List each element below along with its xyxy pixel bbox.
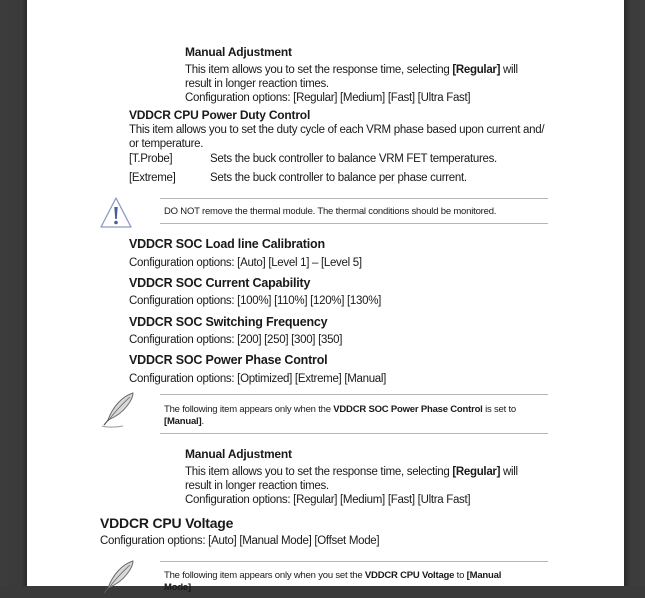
regular-option: [Regular] — [452, 64, 501, 76]
option-key-tprobe: [T.Probe] — [129, 153, 173, 165]
manual-adjustment-2-options: Configuration options: [Regular] [Medium] [Fast] [Ultra Fast] — [185, 494, 471, 506]
text: is set to — [482, 404, 517, 415]
duty-control-desc-line1: This item allows you to set the duty cycle of each VRM phase based upon current and/ — [129, 124, 545, 136]
text: The following item appears only when the — [164, 404, 334, 415]
note1-line1 — [164, 404, 516, 415]
text: will — [500, 64, 518, 76]
cpu-voltage-options: Configuration options: [Auto] [Manual Mode] [Offset Mode] — [100, 535, 380, 547]
feather-pen-icon — [99, 558, 139, 598]
note1-bottom-rule — [160, 433, 548, 434]
soc-power-phase-heading: VDDCR SOC Power Phase Control — [129, 353, 328, 367]
soc-llc-heading: VDDCR SOC Load line Calibration — [129, 237, 325, 251]
text: . — [201, 416, 204, 427]
soc-power-phase-options: Configuration options: [Optimized] [Extreme] [Manual] — [129, 373, 387, 385]
text: The following item appears only when you set the — [164, 570, 365, 581]
manual-adjustment-options: Configuration options: [Regular] [Medium] [Fast] [Ultra Fast] — [185, 92, 471, 104]
setting-value: [Manual] — [164, 416, 202, 427]
setting-value: [Manual — [466, 570, 502, 581]
text: This item allows you to set the response time, selecting — [185, 466, 453, 478]
regular-option: [Regular] — [452, 466, 501, 478]
manual-adjustment-2-desc-line2: result in longer reaction times. — [185, 480, 329, 492]
note2-line2 — [164, 582, 191, 593]
option-desc-tprobe: Sets the buck controller to balance VRM FET temperatures. — [210, 153, 497, 165]
feather-pen-icon — [99, 390, 139, 430]
manual-adjustment-heading: Manual Adjustment — [185, 45, 292, 59]
warning-top-rule — [160, 198, 548, 199]
soc-llc-options: Configuration options: [Auto] [Level 1] – [Level 5] — [129, 257, 362, 269]
duty-control-desc-line2: or temperature. — [129, 138, 204, 150]
note2-line1 — [164, 570, 501, 581]
setting-name: VDDCR CPU Voltage — [364, 570, 455, 581]
warning-text: DO NOT remove the thermal module. The thermal conditions should be monitored. — [164, 206, 497, 217]
manual-adjustment-desc-line1 — [185, 64, 518, 76]
document-page — [27, 0, 624, 593]
text: to — [454, 570, 467, 581]
option-desc-extreme: Sets the buck controller to balance per phase current. — [210, 172, 467, 184]
viewer-background-left — [0, 0, 27, 586]
soc-current-capability-options: Configuration options: [100%] [110%] [120%] [130%] — [129, 295, 382, 307]
text: will — [500, 466, 518, 478]
cpu-voltage-heading: VDDCR CPU Voltage — [100, 515, 234, 531]
soc-switching-frequency-heading: VDDCR SOC Switching Frequency — [129, 315, 328, 329]
warning-triangle-icon — [99, 196, 133, 230]
soc-switching-frequency-options: Configuration options: [200] [250] [300] [350] — [129, 334, 343, 346]
soc-current-capability-heading: VDDCR SOC Current Capability — [129, 276, 311, 290]
warning-bottom-rule — [160, 223, 548, 224]
manual-adjustment-desc-line2: result in longer reaction times. — [185, 78, 329, 90]
manual-adjustment-2-heading: Manual Adjustment — [185, 447, 292, 461]
note1-line2 — [164, 416, 204, 427]
duty-control-heading: VDDCR CPU Power Duty Control — [129, 108, 311, 122]
text: This item allows you to set the response time, selecting — [185, 64, 453, 76]
setting-value: Mode] — [164, 582, 191, 593]
setting-name: VDDCR SOC Power Phase Control — [333, 404, 483, 415]
option-key-extreme: [Extreme] — [129, 172, 176, 184]
note1-top-rule — [160, 394, 548, 395]
viewer-scroll-gutter[interactable] — [624, 0, 645, 586]
note2-top-rule — [160, 561, 548, 562]
manual-adjustment-2-desc-line1 — [185, 466, 518, 478]
